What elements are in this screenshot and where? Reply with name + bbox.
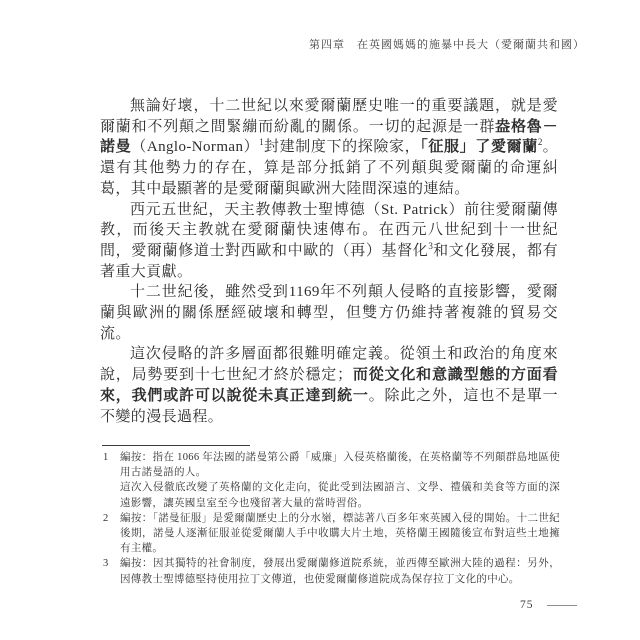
- text-run: 。除此之外，這也不是單一不變的漫長過程。: [100, 387, 558, 425]
- bold-run: 而從文化和意識型態的方面看來，我們或許可以說從未真正達到統一: [100, 367, 559, 404]
- footnotes: [103, 450, 560, 587]
- footnote-marker: 3: [428, 240, 433, 251]
- text-run: （Anglo-Norman）: [131, 139, 260, 156]
- body-paragraph: [100, 200, 558, 283]
- text-run: 西元五世紀，天主教傳教士聖博德（St. Patrick）前往愛爾蘭傳教，而後天主教就在愛爾蘭快速傳布。在西元八世紀到十一世紀間，愛爾蘭修道士對西歐和中歐的（再）基督化: [100, 201, 558, 259]
- footnote-paragraph: 編按：「諾曼征服」是愛爾蘭歷史上的分水嶺，標誌著八百多年來英國入侵的開始。十二世紀後期，諾曼人逐漸征服並從愛爾蘭人手中收購大片土地，英格蘭王國隨後宣布對這些土地擁有主權。: [120, 512, 560, 555]
- footnote-separator-rule: [102, 445, 250, 446]
- text-run: 和文化發展，都有著重大貢獻。: [100, 242, 559, 280]
- bold-run: 盎格魯－諾曼: [100, 118, 558, 156]
- footnote-text: [120, 450, 560, 511]
- body-paragraph: [100, 282, 558, 344]
- bold-run: 「征服」了愛爾蘭: [420, 139, 538, 156]
- footnote-text: [120, 511, 560, 557]
- footnote-number: 2: [103, 512, 109, 524]
- footnote-text: [120, 556, 560, 586]
- footnote-number: 1: [103, 452, 109, 463]
- footnote-item: [103, 511, 560, 557]
- text-run: 無論好壞，十二世紀以來愛爾蘭歷史唯一的重要議題，就是愛爾蘭和不列顛之間緊繃而紛亂的關係。一切的起源是一群: [100, 98, 558, 135]
- footnote-item: [103, 556, 560, 586]
- footnote-paragraph: 編按：因其獨特的社會制度，發展出愛爾蘭修道院系統，並西傳至歐洲大陸的過程：另外，因傳教士聖博德堅持使用拉丁文傳道，也使愛爾蘭修道院成為保存拉丁文化的中心。: [120, 558, 560, 585]
- text-run: 封建制度下的探險家，: [263, 139, 421, 156]
- running-header: 第四章 在英國媽媽的施暴中長大（愛爾蘭共和國）: [309, 39, 585, 51]
- body-text: [100, 96, 558, 427]
- text-run: 這次侵略的許多層面都很難明確定義。從領土和政治的角度來說，局勢要到十七世紀才終於穩定；: [100, 346, 558, 384]
- body-paragraph: [100, 344, 558, 427]
- text-run: 十二世紀後，雖然受到1169年不列顛人侵略的直接影響，愛爾蘭與歐洲的關係歷經破壞和轉型，但雙方仍維持著複雜的貿易交流。: [100, 284, 558, 342]
- page-footer: [520, 599, 577, 611]
- footnote-item: [103, 450, 560, 511]
- body-paragraph: [100, 96, 558, 200]
- page-number: 75: [520, 599, 534, 611]
- footnote-number: 3: [103, 558, 109, 570]
- footnote-marker: 1: [259, 137, 264, 148]
- footer-decoration-line: [547, 605, 577, 606]
- footnote-paragraph: 這次入侵徹底改變了英格蘭的文化走向，從此受到法國語言、文學、禮儀和美食等方面的深遠影響，讓英國皇室至今也殘留著大量的當時習俗。: [120, 482, 560, 509]
- footnote-marker: 2: [537, 137, 543, 148]
- text-run: 。還有其他勢力的存在，算是部分抵銷了不列顛與愛爾蘭的命運糾葛，其中最顯著的是愛爾蘭與歐洲大陸間深遠的連結。: [100, 139, 558, 197]
- footnote-paragraph: 編按：指在 1066 年法國的諾曼第公爵「威廉」入侵英格蘭後，在英格蘭等不列顛群島地區使用古諾曼語的人。: [120, 452, 560, 479]
